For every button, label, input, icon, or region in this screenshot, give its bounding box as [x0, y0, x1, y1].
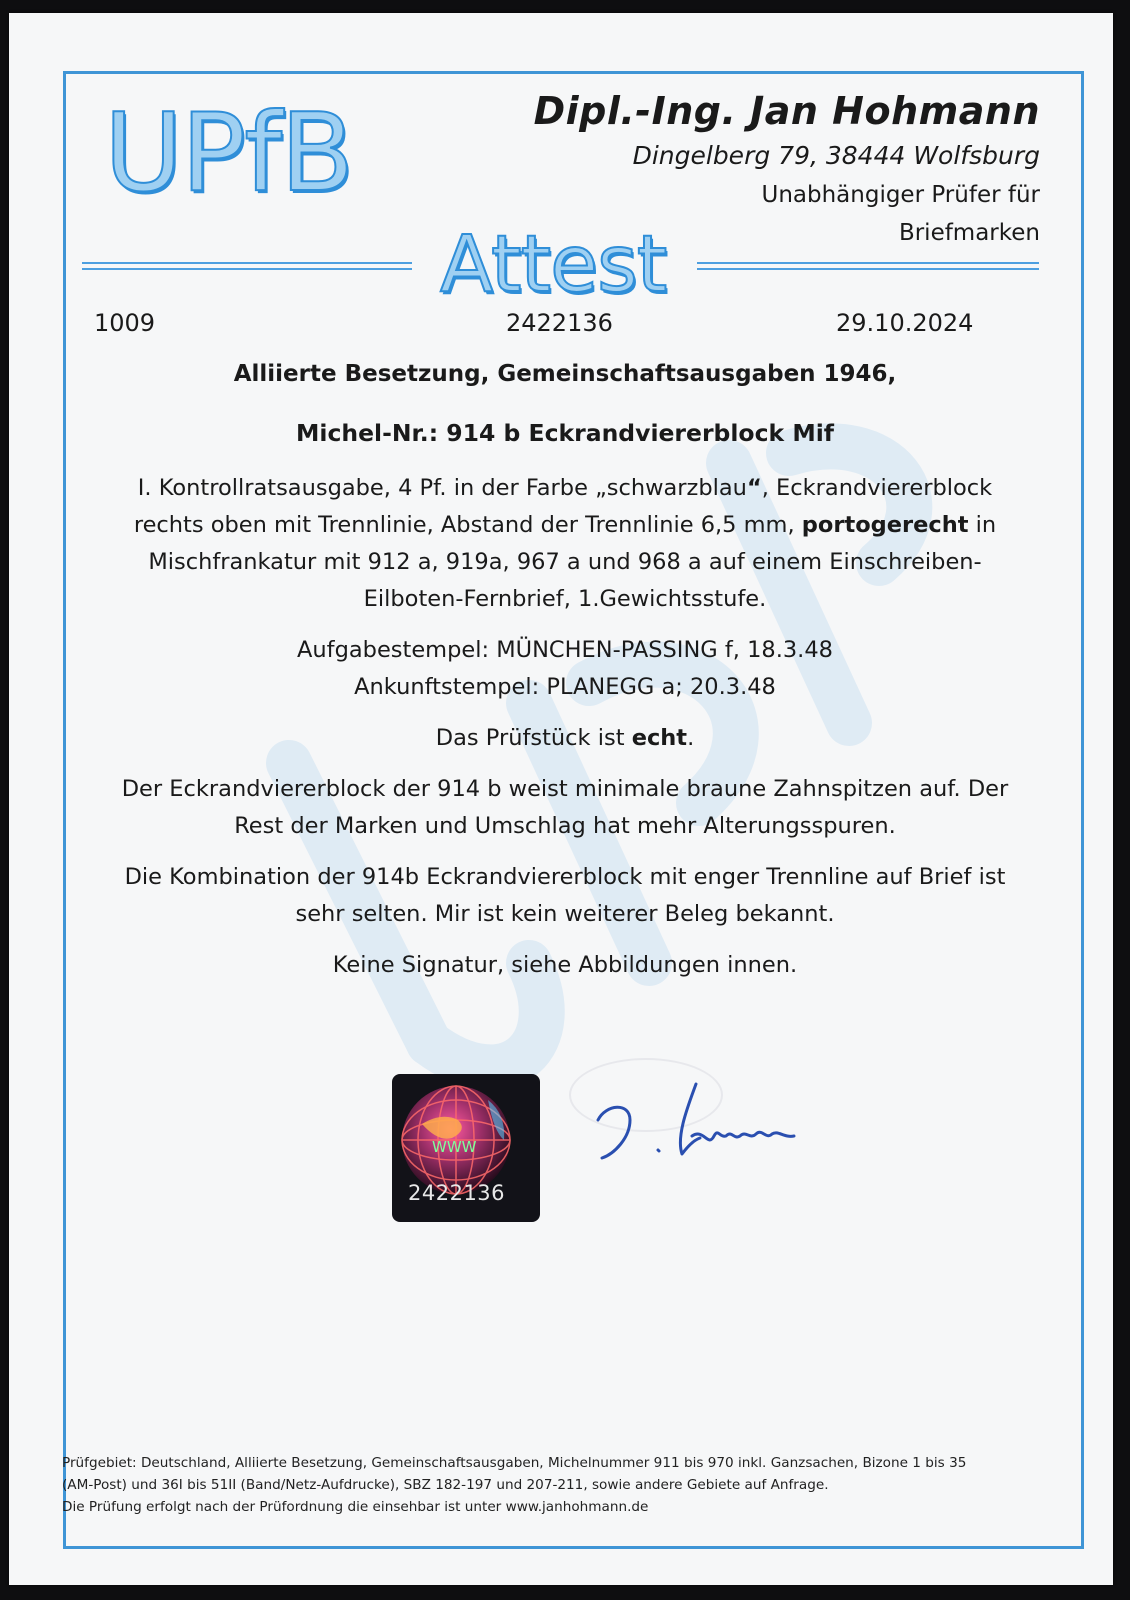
title-rule-right — [697, 262, 1039, 276]
michel-number-heading: Michel-Nr.: 914 b Eckrandviererblock Mif — [296, 419, 834, 447]
examiner-address: Dingelberg 79, 38444 Wolfsburg — [632, 141, 1040, 170]
certificate-date: 29.10.2024 — [836, 309, 974, 337]
footer-rules-line: Die Prüfung erfolgt nach der Prüfordnung die einsehbar ist unter www.janhohmann.de — [62, 1499, 649, 1515]
examiner-role-line2: Briefmarken — [898, 220, 1040, 246]
hologram-number: 2422136 — [408, 1181, 506, 1205]
certificate-body — [100, 356, 1030, 998]
departure-postmark: Aufgabestempel: MÜNCHEN-PASSING f, 18.3.48 — [297, 637, 833, 663]
reference-number-left: 1009 — [94, 309, 156, 337]
postage-correct-term: portogerecht — [801, 512, 969, 538]
postmark-info — [100, 632, 1030, 706]
hologram-www-text: WWW — [432, 1138, 477, 1156]
document-title: Attest — [440, 220, 667, 310]
item-description: I. Kontrollratsausgabe, 4 Pf. in der Farbe „schwarzblau“, Eckrandviererblock rechts oben mit Trennlinie, Abstand der Trennlinie 6,5 mm, portogerecht in Mischfrankatur mit 912 a, 919a, 967 a und 968 a auf einem Einschreiben-Eilboten-Fernbrief, 1.Gewichtsstufe. — [133, 475, 997, 612]
signature-note: Keine Signatur, siehe Abbildungen innen. — [332, 952, 798, 978]
examiner-signature — [596, 1076, 816, 1186]
hologram-seal — [392, 1074, 540, 1222]
rarity-note: Die Kombination der 914b Eckrandviererblock mit enger Trennline auf Brief ist sehr selten. Mir ist kein weiterer Beleg bekannt. — [124, 864, 1006, 927]
verdict: Das Prüfstück ist echt. — [435, 725, 695, 751]
examiner-role-line1: Unabhängiger Prüfer für — [761, 182, 1040, 208]
issue-heading: Alliierte Besetzung, Gemeinschaftsausgaben 1946, — [233, 361, 897, 387]
title-rule-left — [82, 262, 412, 276]
upfb-logo: UPfB — [104, 91, 353, 216]
certificate-number: 2422136 — [506, 309, 613, 337]
condition-note: Der Eckrandviererblock der 914 b weist minimale braune Zahnspitzen auf. Der Rest der Marken und Umschlag hat mehr Alterungsspuren. — [121, 776, 1009, 839]
footer-scope-line1: Prüfgebiet: Deutschland, Alliierte Besetzung, Gemeinschaftsausgaben, Michelnummer 911 bis 970 inkl. Ganzsachen, Bizone 1 bis 35 — [62, 1455, 967, 1471]
verdict-genuine: echt — [631, 725, 688, 751]
certificate-footer — [62, 1452, 1052, 1518]
footer-scope-line2: (AM-Post) und 36I bis 51II (Band/Netz-Aufdrucke), SBZ 182-197 und 207-211, sowie andere Gebiete auf Anfrage. — [62, 1477, 829, 1493]
examiner-name: Dipl.-Ing. Jan Hohmann — [533, 89, 1040, 133]
arrival-postmark: Ankunftstempel: PLANEGG a; 20.3.48 — [354, 674, 776, 700]
